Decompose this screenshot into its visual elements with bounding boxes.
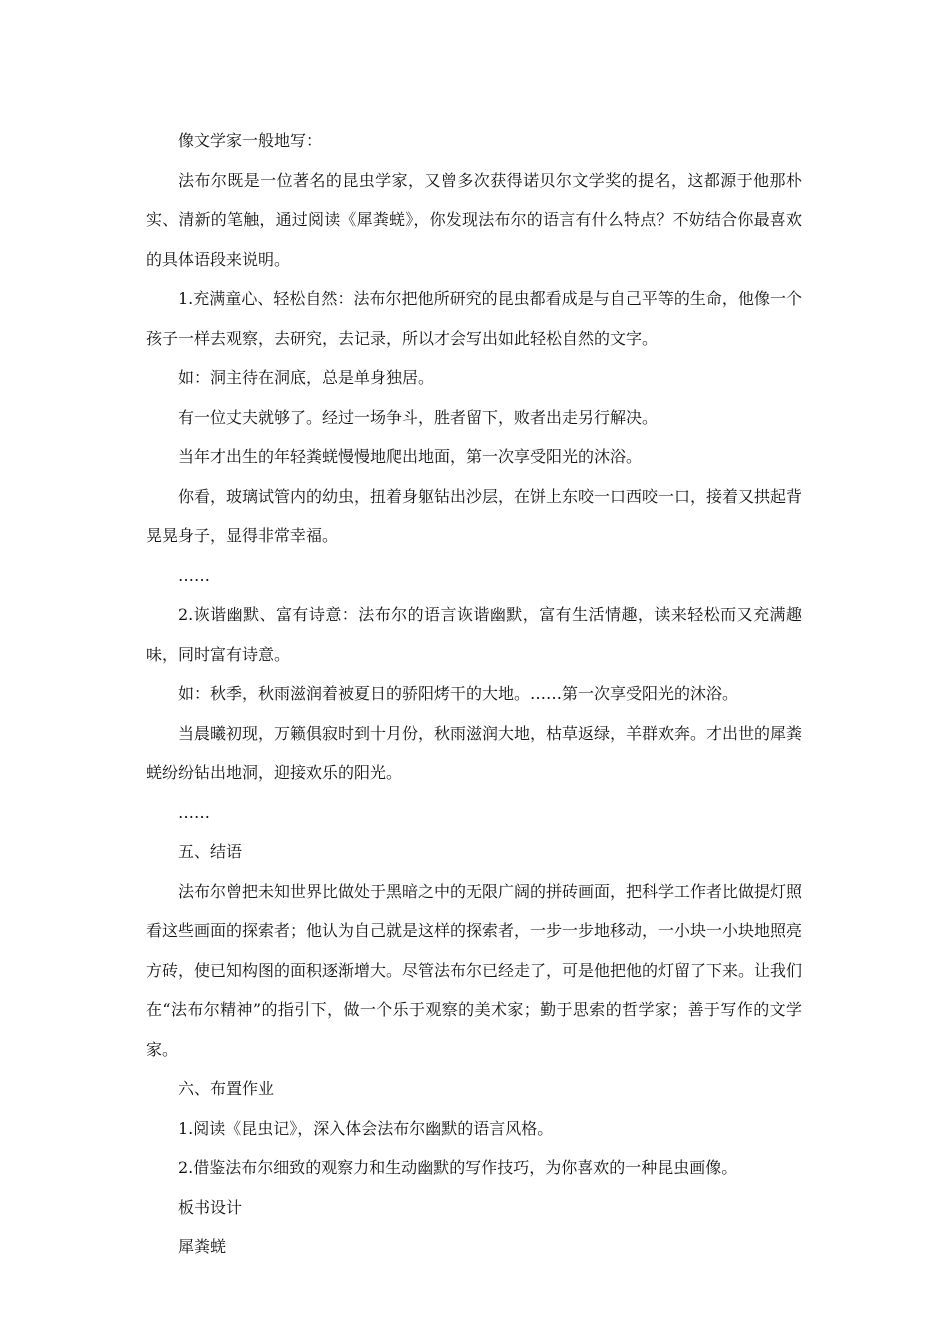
paragraph-ellipsis-1: …… xyxy=(178,565,210,585)
paragraph-example-2a: 如：秋季，秋雨滋润着被夏日的骄阳烤干的大地。……第一次享受阳光的沐浴。 xyxy=(178,684,739,703)
paragraph-point-2: 2.诙谐幽默、富有诗意：法布尔的语言诙谐幽默，富有生活情趣，读来轻松而又充满趣味，同时富有诗意。 xyxy=(146,605,802,664)
paragraph-intro-heading: 像文学家一般地写： xyxy=(178,131,323,150)
document-body xyxy=(146,121,802,1267)
paragraph-homework-1: 1.阅读《昆虫记》，深入体会法布尔幽默的语言风格。 xyxy=(178,1118,554,1138)
paragraph-question: 法布尔既是一位著名的昆虫学家，又曾多次获得诺贝尔文学奖的提名，这都源于他那朴实、清新的笔触，通过阅读《犀粪蜣》，你发现法布尔的语言有什么特点？不妨结合你最喜欢的具体语段来说明。 xyxy=(146,170,802,269)
paragraph-homework-2: 2.借鉴法布尔细致的观察力和生动幽默的写作技巧，为你喜欢的一种昆虫画像。 xyxy=(178,1158,738,1177)
section-heading-homework: 六、布置作业 xyxy=(178,1079,275,1098)
paragraph-conclusion: 法布尔曾把未知世界比做处于黑暗之中的无限广阔的拼砖画面，把科学工作者比做提灯照看这些画面的探索者；他认为自己就是这样的探索者，一步一步地移动，一小块一小块地照亮方砖，使已知构图的面积逐渐增大。尽管法布尔已经走了，可是他把他的灯留了下来。让我们在“法布尔精神”的指引下，做一个乐于观察的美术家；勤于思索的哲学家；善于写作的文学家。 xyxy=(146,881,803,1059)
paragraph-example-1d: 你看，玻璃试管内的幼虫，扭着身躯钻出沙层，在饼上东咬一口西咬一口，接着又拱起背晃晃身子，显得非常幸福。 xyxy=(146,486,803,545)
paragraph-example-1c: 当年才出生的年轻粪蜣慢慢地爬出地面，第一次享受阳光的沐浴。 xyxy=(178,447,643,466)
paragraph-board-title: 犀粪蜣 xyxy=(178,1237,227,1256)
paragraph-example-1b: 有一位丈夫就够了。经过一场争斗，胜者留下，败者出走另行解决。 xyxy=(178,407,659,427)
paragraph-point-1: 1.充满童心、轻松自然：法布尔把他所研究的昆虫都看成是与自己平等的生命，他像一个孩子一样去观察，去研究，去记录，所以才会写出如此轻松自然的文字。 xyxy=(146,289,802,348)
paragraph-ellipsis-2: …… xyxy=(178,802,210,822)
section-heading-board-design: 板书设计 xyxy=(178,1197,243,1217)
paragraph-example-2b: 当晨曦初现，万籁俱寂时到十月份，秋雨滋润大地，枯草返绿，羊群欢奔。才出世的犀粪蜣纷纷钻出地洞，迎接欢乐的阳光。 xyxy=(146,723,803,782)
paragraph-example-1a: 如：洞主待在洞底，总是单身独居。 xyxy=(178,368,435,387)
section-heading-conclusion: 五、结语 xyxy=(178,842,243,861)
